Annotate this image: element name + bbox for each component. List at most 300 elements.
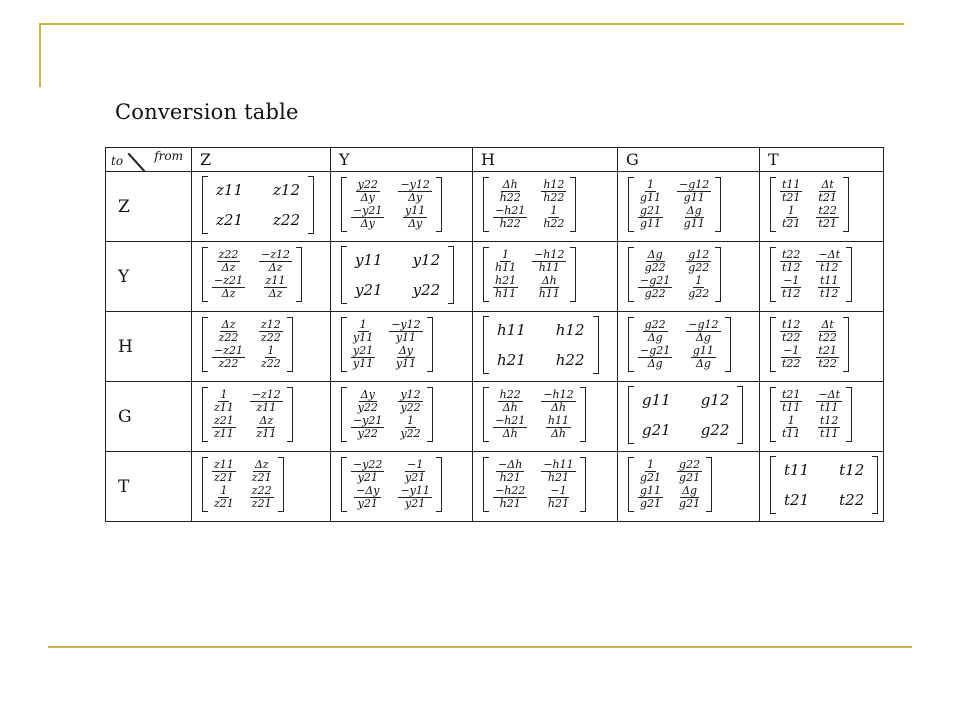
matrix-entry: g21 — [642, 420, 671, 439]
right-bracket — [715, 247, 721, 302]
numerator: −1 — [550, 484, 567, 497]
matrix-fraction — [532, 249, 566, 274]
right-bracket — [846, 247, 852, 302]
matrix-fraction — [541, 179, 566, 204]
matrix-grid — [208, 387, 287, 442]
denominator: y11 — [353, 357, 374, 370]
bottom-border-line — [48, 646, 912, 648]
right-bracket — [737, 386, 743, 444]
matrix-grid — [776, 317, 843, 372]
matrix-fraction — [259, 345, 283, 370]
numerator: Δt — [821, 178, 834, 191]
matrix-fraction — [677, 485, 702, 510]
matrix-cell — [473, 312, 618, 382]
numerator: t12 — [782, 318, 801, 331]
matrix-entry: g22 — [700, 420, 730, 439]
matrix — [770, 317, 849, 372]
matrix-fraction — [780, 319, 802, 344]
matrix-fraction — [356, 389, 380, 414]
denominator: g21 — [640, 471, 662, 484]
right-bracket — [448, 246, 454, 304]
matrix-cell — [331, 452, 473, 522]
matrix-grid — [489, 316, 593, 374]
matrix-cell — [618, 382, 760, 452]
numerator: 1 — [502, 248, 510, 261]
denominator: t11 — [782, 401, 801, 414]
matrix-fraction — [217, 319, 241, 344]
numerator: −z21 — [214, 274, 244, 287]
denominator: z21 — [214, 471, 234, 484]
numerator: h11 — [547, 414, 570, 427]
matrix-fraction — [546, 485, 571, 510]
table-row — [106, 172, 884, 242]
denominator: Δz — [268, 287, 283, 300]
matrix-grid — [347, 387, 427, 442]
numerator: h12 — [543, 178, 565, 191]
numerator: −g12 — [679, 178, 710, 191]
matrix-fraction — [818, 415, 840, 440]
denominator: y22 — [400, 427, 421, 440]
numerator: −h12 — [543, 388, 574, 401]
corner-cell — [106, 148, 192, 172]
matrix-fraction — [780, 345, 802, 370]
denominator: t12 — [782, 261, 801, 274]
numerator: −h21 — [495, 204, 526, 217]
denominator: h22 — [499, 217, 521, 230]
denominator: g22 — [644, 287, 666, 300]
right-bracket — [436, 457, 442, 512]
denominator: h11 — [538, 287, 560, 300]
numerator: t21 — [818, 344, 837, 357]
matrix-fraction — [398, 485, 431, 510]
numerator: z12 — [261, 318, 281, 331]
numerator: Δg — [647, 248, 663, 261]
matrix-fraction — [677, 459, 702, 484]
matrix — [628, 247, 721, 302]
matrix-cell — [760, 172, 884, 242]
matrix-entry: t12 — [839, 460, 865, 479]
matrix-grid — [634, 317, 725, 372]
matrix-entry: h11 — [497, 320, 526, 339]
numerator: Δh — [541, 274, 557, 287]
matrix-fraction — [498, 389, 523, 414]
denominator: y21 — [357, 497, 378, 510]
matrix-fraction — [351, 415, 384, 440]
numerator: 1 — [550, 204, 558, 217]
numerator: −z12 — [261, 248, 291, 261]
matrix-grid — [208, 176, 308, 234]
denominator: g21 — [640, 497, 662, 510]
denominator: h21 — [499, 497, 521, 510]
numerator: z11 — [265, 274, 286, 287]
numerator: Δg — [686, 204, 702, 217]
denominator: g11 — [683, 191, 705, 204]
row-label: Z — [106, 172, 192, 242]
denominator: h11 — [538, 261, 560, 274]
numerator: t22 — [782, 248, 801, 261]
matrix-entry: g11 — [642, 390, 671, 409]
matrix-fraction — [351, 459, 384, 484]
denominator: y22 — [400, 401, 421, 414]
denominator: t11 — [820, 401, 839, 414]
right-bracket — [296, 247, 302, 302]
matrix-cell — [473, 242, 618, 312]
numerator: −g21 — [640, 274, 671, 287]
matrix — [341, 457, 442, 512]
header-row — [106, 148, 884, 172]
denominator: Δy — [360, 217, 375, 230]
right-bracket — [843, 177, 849, 232]
denominator: t22 — [818, 357, 837, 370]
right-bracket — [308, 176, 314, 234]
right-bracket — [846, 387, 852, 442]
matrix-fraction — [686, 249, 711, 274]
matrix-fraction — [403, 205, 427, 230]
matrix-entry: y22 — [412, 280, 441, 299]
matrix-fraction — [398, 179, 431, 204]
matrix-fraction — [250, 389, 283, 414]
denominator: t22 — [782, 331, 801, 344]
numerator: g21 — [640, 204, 662, 217]
corner-divider — [128, 153, 147, 172]
matrix-fraction — [389, 319, 422, 344]
matrix-fraction — [259, 249, 292, 274]
numerator: −Δh — [498, 458, 523, 471]
numerator: 1 — [407, 414, 415, 427]
matrix-fraction — [354, 485, 381, 510]
matrix-grid — [208, 457, 278, 512]
numerator: 1 — [695, 274, 703, 287]
matrix-fraction — [816, 319, 838, 344]
matrix-entry: t21 — [784, 490, 810, 509]
denominator: t21 — [818, 217, 837, 230]
matrix-grid — [347, 246, 448, 304]
denominator: Δg — [695, 331, 711, 344]
denominator: t12 — [782, 287, 801, 300]
matrix — [770, 177, 849, 232]
column-header: Y — [331, 148, 473, 172]
denominator: Δy — [360, 191, 375, 204]
matrix-fraction — [250, 485, 274, 510]
denominator: Δz — [221, 287, 236, 300]
matrix-fraction — [780, 205, 802, 230]
denominator: Δy — [408, 217, 423, 230]
right-bracket — [725, 317, 731, 372]
right-bracket — [706, 457, 712, 512]
numerator: −1 — [407, 458, 424, 471]
denominator: z21 — [214, 497, 234, 510]
matrix-fraction — [816, 249, 842, 274]
table-row — [106, 312, 884, 382]
numerator: Δy — [398, 344, 414, 357]
denominator: z22 — [218, 357, 239, 370]
matrix-fraction — [493, 415, 527, 440]
matrix-fraction — [638, 459, 663, 484]
matrix-fraction — [394, 345, 418, 370]
numerator: −h22 — [495, 484, 526, 497]
matrix-fraction — [493, 205, 527, 230]
denominator: Δh — [502, 427, 518, 440]
matrix-fraction — [638, 179, 663, 204]
matrix — [202, 247, 302, 302]
matrix — [628, 386, 743, 444]
matrix-entry: z22 — [273, 210, 300, 229]
numerator: −y12 — [400, 178, 430, 191]
denominator: t22 — [818, 331, 837, 344]
matrix-cell — [760, 242, 884, 312]
right-bracket — [570, 177, 576, 232]
matrix-grid — [776, 387, 846, 442]
matrix-cell — [473, 172, 618, 242]
denominator: y21 — [405, 471, 426, 484]
numerator: −h11 — [543, 458, 574, 471]
denominator: z11 — [256, 427, 277, 440]
matrix-grid — [776, 247, 846, 302]
matrix-grid — [489, 247, 570, 302]
column-header: T — [760, 148, 884, 172]
denominator: y21 — [405, 497, 426, 510]
numerator: 1 — [787, 204, 795, 217]
matrix-fraction — [816, 345, 838, 370]
matrix-fraction — [537, 275, 562, 300]
matrix-entry: t22 — [839, 490, 865, 509]
matrix-fraction — [351, 205, 384, 230]
matrix — [341, 246, 454, 304]
table-row — [106, 452, 884, 522]
matrix-cell — [331, 242, 473, 312]
matrix-fraction — [816, 389, 842, 414]
numerator: −y12 — [391, 318, 421, 331]
matrix-fraction — [250, 459, 274, 484]
numerator: −y22 — [353, 458, 383, 471]
matrix-grid — [347, 177, 436, 232]
right-bracket — [580, 387, 586, 442]
numerator: −z21 — [214, 344, 244, 357]
numerator: Δy — [360, 388, 375, 401]
row-label: G — [106, 382, 192, 452]
matrix-fraction — [780, 249, 802, 274]
right-bracket — [593, 316, 599, 374]
table-row — [106, 382, 884, 452]
matrix-fraction — [212, 345, 245, 370]
matrix-grid — [634, 457, 706, 512]
denominator: z22 — [261, 357, 281, 370]
matrix — [202, 387, 293, 442]
denominator: g21 — [679, 497, 701, 510]
matrix-entry: g12 — [700, 390, 730, 409]
matrix-fraction — [677, 179, 711, 204]
right-bracket — [570, 247, 576, 302]
matrix-grid — [347, 457, 436, 512]
matrix-cell — [760, 382, 884, 452]
row-label: Y — [106, 242, 192, 312]
denominator: y11 — [353, 331, 374, 344]
matrix-fraction — [643, 319, 668, 344]
matrix — [483, 247, 576, 302]
matrix-fraction — [682, 205, 707, 230]
right-bracket — [427, 317, 433, 372]
right-bracket — [287, 317, 293, 372]
row-label: H — [106, 312, 192, 382]
numerator: −z12 — [251, 388, 281, 401]
matrix-fraction — [780, 415, 802, 440]
numerator: −y21 — [353, 204, 383, 217]
matrix-grid — [347, 317, 427, 372]
numerator: z22 — [218, 248, 239, 261]
numerator: g12 — [688, 248, 710, 261]
left-border-line — [39, 23, 41, 87]
slide-title: Conversion table — [115, 100, 299, 124]
matrix-entry: h22 — [555, 350, 585, 369]
denominator: g11 — [640, 217, 662, 230]
matrix-entry: y21 — [355, 280, 383, 299]
matrix-fraction — [780, 389, 802, 414]
matrix-entry: z11 — [216, 180, 243, 199]
corner-to-label: to — [111, 154, 124, 168]
matrix — [628, 457, 712, 512]
matrix-cell — [331, 172, 473, 242]
matrix-fraction — [493, 485, 527, 510]
numerator: t11 — [782, 178, 801, 191]
matrix-fraction — [816, 179, 838, 204]
numerator: h22 — [499, 388, 521, 401]
denominator: t21 — [782, 191, 801, 204]
numerator: t12 — [820, 414, 839, 427]
numerator: t11 — [820, 274, 839, 287]
matrix-fraction — [496, 459, 524, 484]
denominator: Δh — [550, 427, 566, 440]
denominator: Δg — [695, 357, 711, 370]
numerator: Δz — [254, 458, 269, 471]
numerator: −h21 — [495, 414, 526, 427]
matrix-fraction — [212, 415, 236, 440]
matrix-fraction — [398, 389, 422, 414]
denominator: g21 — [679, 471, 701, 484]
denominator: Δh — [550, 401, 566, 414]
denominator: h21 — [547, 471, 570, 484]
denominator: z11 — [256, 401, 277, 414]
matrix — [202, 317, 293, 372]
matrix-fraction — [541, 459, 575, 484]
denominator: h22 — [543, 217, 565, 230]
corner-from-label: from — [154, 149, 183, 163]
matrix-fraction — [398, 415, 422, 440]
numerator: z11 — [214, 458, 234, 471]
denominator: y11 — [395, 331, 417, 344]
matrix-fraction — [259, 319, 283, 344]
numerator: 1 — [359, 318, 367, 331]
numerator: g11 — [640, 484, 662, 497]
denominator: z21 — [251, 497, 272, 510]
numerator: y12 — [400, 388, 421, 401]
matrix-cell — [473, 452, 618, 522]
numerator: g22 — [644, 318, 666, 331]
numerator: y21 — [353, 344, 374, 357]
numerator: Δz — [259, 414, 274, 427]
numerator: Δz — [221, 318, 236, 331]
top-border-line — [40, 23, 904, 25]
denominator: g22 — [688, 287, 710, 300]
matrix-fraction — [254, 415, 278, 440]
numerator: g11 — [692, 344, 714, 357]
matrix-entry: y12 — [412, 250, 441, 269]
numerator: Δt — [821, 318, 834, 331]
matrix-entry: z12 — [273, 180, 300, 199]
right-bracket — [436, 177, 442, 232]
numerator: −g21 — [640, 344, 671, 357]
matrix-cell — [192, 382, 331, 452]
matrix-grid — [208, 317, 287, 372]
matrix-fraction — [356, 179, 380, 204]
numerator: −g12 — [688, 318, 719, 331]
matrix — [483, 177, 576, 232]
denominator: h11 — [495, 287, 517, 300]
numerator: Δg — [682, 484, 698, 497]
matrix-cell — [618, 242, 760, 312]
denominator: y22 — [357, 427, 378, 440]
denominator: z11 — [214, 401, 234, 414]
matrix — [483, 316, 599, 374]
denominator: z11 — [214, 427, 234, 440]
matrix — [628, 317, 731, 372]
numerator: −y11 — [400, 484, 430, 497]
matrix-fraction — [818, 275, 840, 300]
denominator: g11 — [683, 217, 705, 230]
matrix-grid — [776, 177, 843, 232]
matrix — [770, 387, 852, 442]
denominator: Δz — [268, 261, 283, 274]
right-bracket — [715, 177, 721, 232]
matrix-grid — [489, 387, 580, 442]
matrix-cell — [473, 382, 618, 452]
matrix-fraction — [780, 275, 802, 300]
denominator: h22 — [499, 191, 521, 204]
numerator: h21 — [495, 274, 517, 287]
matrix-fraction — [816, 205, 838, 230]
denominator: t12 — [820, 287, 839, 300]
row-label: T — [106, 452, 192, 522]
matrix-cell — [331, 312, 473, 382]
right-bracket — [287, 387, 293, 442]
matrix-fraction — [686, 319, 720, 344]
denominator: h21 — [547, 497, 570, 510]
matrix-fraction — [643, 249, 668, 274]
denominator: Δg — [647, 357, 663, 370]
matrix-grid — [634, 247, 715, 302]
column-header: G — [618, 148, 760, 172]
right-bracket — [843, 317, 849, 372]
right-bracket — [580, 457, 586, 512]
matrix-fraction — [212, 459, 236, 484]
matrix-grid — [634, 177, 715, 232]
denominator: t21 — [782, 217, 801, 230]
matrix — [202, 176, 314, 234]
matrix-cell — [760, 452, 884, 522]
matrix-cell — [618, 452, 760, 522]
denominator: Δg — [647, 331, 663, 344]
matrix-fraction — [498, 179, 523, 204]
matrix-fraction — [638, 205, 663, 230]
numerator: 1 — [647, 458, 655, 471]
matrix-fraction — [264, 275, 288, 300]
matrix — [628, 177, 721, 232]
matrix-fraction — [493, 275, 518, 300]
matrix-fraction — [546, 415, 571, 440]
right-bracket — [278, 457, 284, 512]
numerator: t21 — [782, 388, 801, 401]
matrix-cell — [192, 172, 331, 242]
numerator: y22 — [357, 178, 378, 191]
